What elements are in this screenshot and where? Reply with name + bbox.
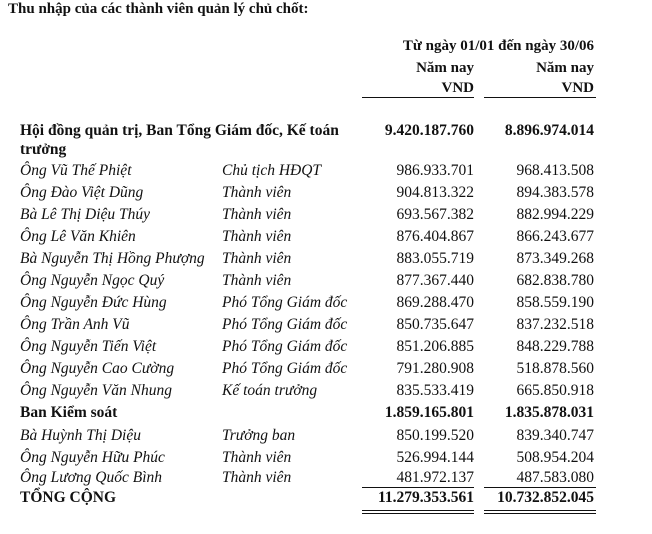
member-value-col2: 518.878.560 xyxy=(516,360,594,377)
member-position: Thành viên xyxy=(222,228,292,245)
col2-double-rule-bottom xyxy=(484,513,596,514)
table-row xyxy=(0,382,652,404)
table-row xyxy=(0,184,652,206)
member-position: Trưởng ban xyxy=(222,427,296,444)
member-name: Ông Nguyễn Tiến Việt xyxy=(20,338,157,355)
col2-total-rule xyxy=(484,487,596,488)
member-position: Thành viên xyxy=(222,449,292,466)
member-name: Ông Nguyễn Đức Hùng xyxy=(20,294,167,311)
period-header: Từ ngày 01/01 đến ngày 30/06 xyxy=(402,38,594,54)
member-name: Bà Lê Thị Diệu Thúy xyxy=(20,206,151,223)
member-value-col1: 883.055.719 xyxy=(396,250,474,267)
member-name: Ông Nguyễn Cao Cường xyxy=(20,360,175,377)
member-name: Ông Lương Quốc Bình xyxy=(20,469,163,486)
col1-label: Năm nay xyxy=(416,60,474,76)
col1-total-rule xyxy=(362,487,474,488)
col2-header-rule xyxy=(484,97,596,98)
member-value-col2: 839.340.747 xyxy=(516,427,594,444)
member-name: Ông Nguyễn Ngọc Quý xyxy=(20,272,165,289)
col2-unit: VND xyxy=(561,80,594,96)
member-value-col1: 693.567.382 xyxy=(396,206,474,223)
member-value-col1: 526.994.144 xyxy=(396,449,474,466)
group2-value-col1: 1.859.165.801 xyxy=(384,404,474,421)
total-row xyxy=(0,489,652,511)
table-row xyxy=(0,228,652,250)
member-value-col2: 894.383.578 xyxy=(516,184,594,201)
member-value-col2: 882.994.229 xyxy=(516,206,594,223)
member-value-col2: 873.349.268 xyxy=(516,250,594,267)
group1-value-col2: 8.896.974.014 xyxy=(504,122,594,139)
total-value-col2: 10.732.852.045 xyxy=(497,489,594,506)
member-value-col1: 904.813.322 xyxy=(396,184,474,201)
member-value-col1: 986.933.701 xyxy=(396,162,474,179)
member-name: Ông Trần Anh Vũ xyxy=(20,316,130,333)
member-position: Phó Tổng Giám đốc xyxy=(222,338,348,355)
table-row xyxy=(0,316,652,338)
member-value-col2: 487.583.080 xyxy=(516,469,594,486)
col1-double-rule-bottom xyxy=(362,513,474,514)
member-position: Phó Tổng Giám đốc xyxy=(222,316,348,333)
member-position: Thành viên xyxy=(222,184,292,201)
member-value-col2: 837.232.518 xyxy=(516,316,594,333)
member-position: Thành viên xyxy=(222,250,292,267)
member-position: Thành viên xyxy=(222,272,292,289)
member-name: Ông Nguyễn Văn Nhung xyxy=(20,382,172,399)
member-value-col2: 858.559.190 xyxy=(516,294,594,311)
total-value-col1: 11.279.353.561 xyxy=(377,489,474,506)
col2-label: Năm nay xyxy=(536,60,594,76)
member-value-col1: 791.280.908 xyxy=(396,360,474,377)
col1-double-rule-top xyxy=(362,510,474,511)
member-position: Chủ tịch HĐQT xyxy=(222,162,322,179)
page-title: Thu nhập của các thành viên quản lý chủ chốt: xyxy=(8,1,309,17)
member-value-col1: 869.288.470 xyxy=(396,294,474,311)
col1-header-rule xyxy=(362,97,474,98)
member-position: Thành viên xyxy=(222,469,292,486)
member-value-col2: 682.838.780 xyxy=(516,272,594,289)
table-row xyxy=(0,294,652,316)
member-name: Ông Vũ Thế Phiệt xyxy=(20,162,132,179)
member-value-col1: 850.199.520 xyxy=(396,427,474,444)
member-value-col1: 850.735.647 xyxy=(396,316,474,333)
member-value-col2: 508.954.204 xyxy=(516,449,594,466)
member-value-col2: 848.229.788 xyxy=(516,338,594,355)
member-value-col1: 877.367.440 xyxy=(396,272,474,289)
member-position: Thành viên xyxy=(222,206,292,223)
table-row xyxy=(0,449,652,471)
member-value-col1: 481.972.137 xyxy=(396,469,474,486)
table-row xyxy=(0,250,652,272)
member-position: Phó Tổng Giám đốc xyxy=(222,360,348,377)
member-value-col1: 876.404.867 xyxy=(396,228,474,245)
group1-value-col1: 9.420.187.760 xyxy=(384,122,474,139)
member-value-col2: 665.850.918 xyxy=(516,382,594,399)
table-row xyxy=(0,162,652,184)
col2-double-rule-top xyxy=(484,510,596,511)
member-value-col2: 866.243.677 xyxy=(516,228,594,245)
member-position: Phó Tổng Giám đốc xyxy=(222,294,348,311)
group2-row xyxy=(0,404,652,426)
member-name: Ông Lê Văn Khiên xyxy=(20,228,136,245)
table-row xyxy=(0,427,652,449)
member-value-col1: 851.206.885 xyxy=(396,338,474,355)
total-label: TỔNG CỘNG xyxy=(20,489,117,506)
group1-label: Hội đồng quản trị, Ban Tổng Giám đốc, Kế toán xyxy=(20,122,339,139)
table-row xyxy=(0,272,652,294)
col1-unit: VND xyxy=(441,80,474,96)
member-name: Bà Nguyễn Thị Hồng Phượng xyxy=(20,250,205,267)
member-name: Ông Đào Việt Dũng xyxy=(20,184,144,201)
member-position: Kế toán trưởng xyxy=(222,382,318,399)
group1-label-cont: trưởng xyxy=(20,141,67,158)
table-row xyxy=(0,338,652,360)
table-row xyxy=(0,360,652,382)
group2-value-col2: 1.835.878.031 xyxy=(504,404,594,421)
member-name: Ông Nguyễn Hữu Phúc xyxy=(20,449,165,466)
group1-row-cont xyxy=(0,141,652,163)
member-value-col2: 968.413.508 xyxy=(516,162,594,179)
group2-label: Ban Kiểm soát xyxy=(20,404,118,421)
member-value-col1: 835.533.419 xyxy=(396,382,474,399)
table-row xyxy=(0,206,652,228)
member-name: Bà Huỳnh Thị Diệu xyxy=(20,427,141,444)
